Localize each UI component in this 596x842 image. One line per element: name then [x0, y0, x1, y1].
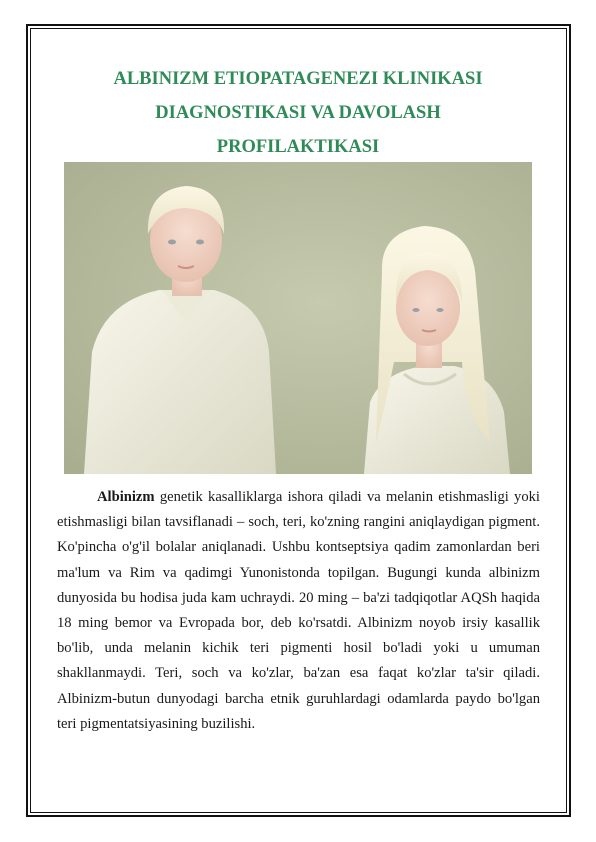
title-line-1: ALBINIZM ETIOPATAGENEZI KLINIKASI	[113, 69, 483, 89]
albino-children-photo	[64, 162, 532, 474]
title-line-3: PROFILAKTIKASI	[216, 137, 380, 157]
lead-term: Albinizm	[97, 489, 155, 505]
paragraph-text: genetik kasalliklarga ishora qiladi va melanin etishmasligi yoki etishmasligi bilan tavsiflanadi – soch, teri, ko'zning rangini aniqlaydigan pigment. Ko'pincha o'g'il bolalar aniqlanadi. Ushbu kontseptsiya qadim zamonlardan beri ma'lum va Rim va qadimgi Yunonistonda topilgan. Bugungi kunda albinizm dunyosida bu hodisa juda kam uchraydi. 20 ming – ba'zi tadqiqotlar AQSh haqida 18 ming bemor va Evropada bor, deb ko'rsatdi. Albinizm noyob irsiy kasallik bo'lib, unda melanin kichik teri pigmenti hosil bo'ladi yoki u umuman shakllanmaydi. Teri, soch va ko'zlar, ba'zan esa faqat ko'zlar ta'sir qiladi. Albinizm-butun dunyodagi barcha etnik guruhlardagi odamlarda paydo bo'lgan teri pigmentatsiyasining buzilishi.	[57, 489, 540, 732]
body-paragraph	[57, 485, 540, 737]
document-title	[60, 62, 536, 164]
title-line-2: DIAGNOSTIKASI VA DAVOLASH	[155, 103, 441, 123]
